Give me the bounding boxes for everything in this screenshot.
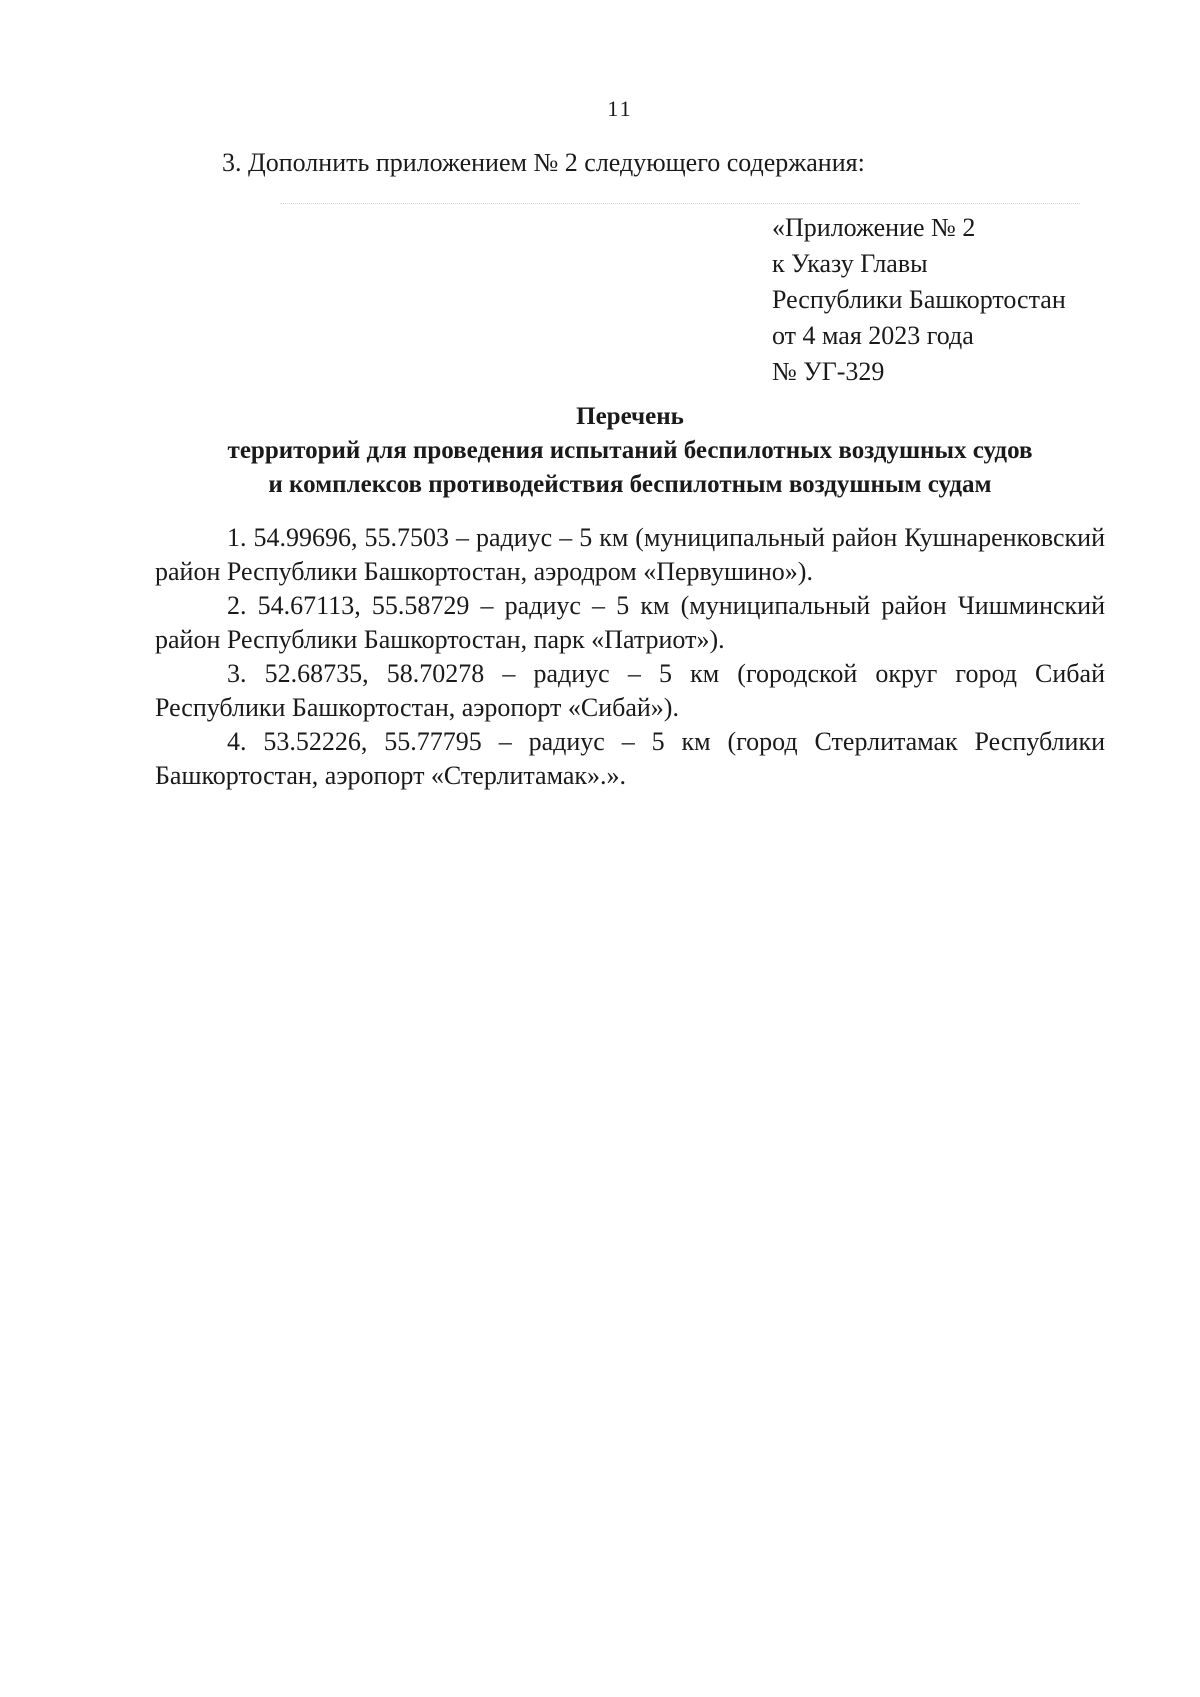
page-number: 11 xyxy=(607,96,633,121)
document-heading xyxy=(155,400,1105,502)
list-item: 3. 52.68735, 58.70278 – радиус – 5 км (городской округ город Сибай Республики Башкортостан, аэропорт «Сибай»). xyxy=(155,659,1105,722)
heading-subtitle-line: и комплексов противодействия беспилотным воздушным судам xyxy=(268,471,992,498)
intro-paragraph: 3. Дополнить приложением № 2 следующего содержания: xyxy=(222,148,865,177)
annex-line: от 4 мая 2023 года xyxy=(772,321,974,350)
scan-artifact-line xyxy=(280,203,1080,204)
list-item: 1. 54.99696, 55.7503 – радиус – 5 км (муниципальный район Кушнаренковский район Республики Башкортостан, аэродром «Первушино»). xyxy=(155,523,1105,586)
annex-line: к Указу Главы xyxy=(772,249,928,278)
annex-header xyxy=(772,210,1066,390)
annex-line: № УГ-329 xyxy=(772,357,885,386)
list-item: 2. 54.67113, 55.58729 – радиус – 5 км (муниципальный район Чишминский район Республики Башкортостан, парк «Патриот»). xyxy=(155,591,1105,654)
heading-subtitle-line: территорий для проведения испытаний беспилотных воздушных судов xyxy=(227,437,1033,464)
territory-list xyxy=(155,521,1105,793)
heading-title: Перечень xyxy=(576,403,684,430)
annex-line: «Приложение № 2 xyxy=(772,213,976,242)
list-item: 4. 53.52226, 55.77795 – радиус – 5 км (город Стерлитамак Республики Башкортостан, аэропорт «Стерлитамак».». xyxy=(155,727,1105,790)
annex-line: Республики Башкортостан xyxy=(772,285,1066,314)
